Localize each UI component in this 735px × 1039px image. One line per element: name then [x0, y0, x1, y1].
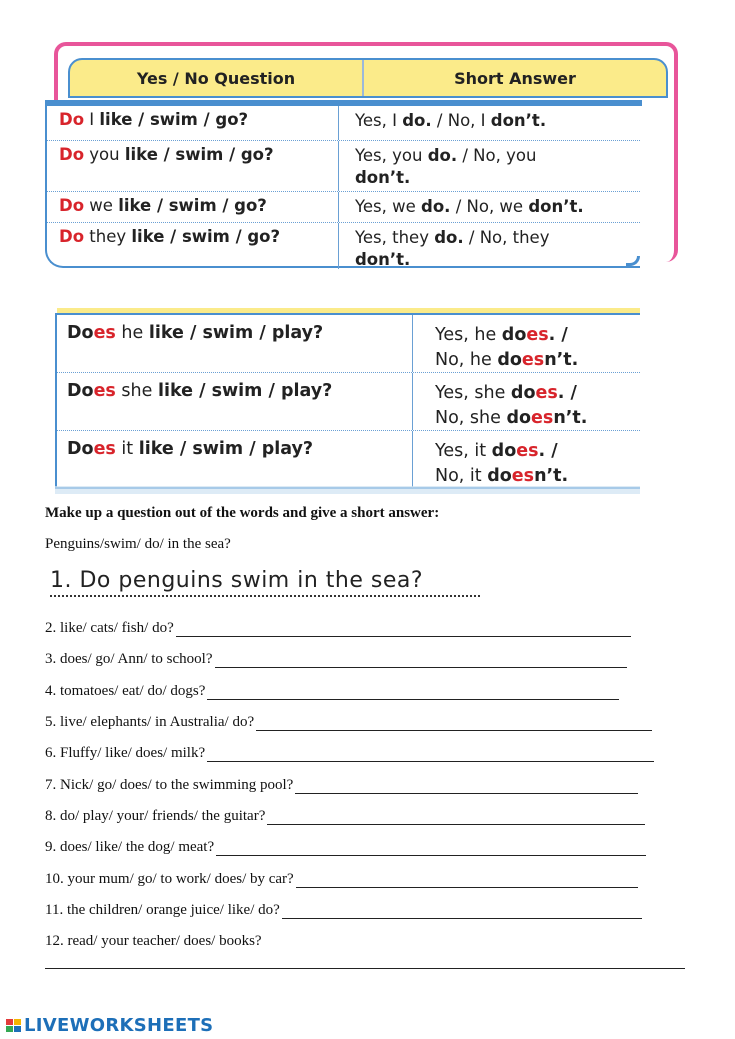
exercise-item-4: 4. tomatoes/ eat/ do/ dogs? [45, 683, 619, 700]
table2-body [55, 313, 640, 489]
question-cell: Do they like / swim / go? [47, 223, 339, 269]
question-cell: Does he like / swim / play? [57, 315, 413, 372]
answer-line[interactable] [216, 841, 646, 856]
table1-header [68, 58, 668, 98]
table-row [47, 106, 640, 141]
table-row [47, 192, 640, 223]
table-row [47, 141, 640, 192]
answer-line[interactable] [256, 716, 652, 731]
table-row [47, 223, 640, 269]
exercise-item-2: 2. like/ cats/ fish/ do? [45, 620, 631, 637]
liveworksheets-icon [6, 1019, 22, 1033]
question-cell: Do I like / swim / go? [47, 106, 339, 140]
answer-line[interactable] [215, 653, 627, 668]
answer-line[interactable] [207, 685, 619, 700]
exercise-item-10: 10. your mum/ go/ to work/ does/ by car? [45, 871, 638, 888]
table1-body [45, 104, 640, 268]
answer-cell: Yes, she does. / No, she doesn’t. [435, 383, 588, 428]
answer-line[interactable] [207, 747, 654, 762]
answer-line[interactable] [295, 779, 638, 794]
answer-cell: Yes, he does. / No, he doesn’t. [435, 325, 579, 370]
exercise-item-12: 12. read/ your teacher/ does/ books? [45, 933, 262, 949]
answer-cell: Yes, I do. / No, I don’t. [355, 111, 547, 130]
answer-cell: Yes, you do. / No, you don’t. [355, 146, 537, 187]
question-cell: Does she like / swim / play? [57, 373, 413, 430]
liveworksheets-logo[interactable] [6, 1015, 213, 1036]
brand-name: LIVEWORKSHEETS [24, 1015, 214, 1036]
exercise-item-8: 8. do/ play/ your/ friends/ the guitar? [45, 808, 645, 825]
exercise-item-6: 6. Fluffy/ like/ does/ milk? [45, 745, 654, 762]
exercise-item-3: 3. does/ go/ Ann/ to school? [45, 651, 627, 668]
example-prompt: Penguins/swim/ do/ in the sea? [45, 536, 231, 552]
exercise-item-5: 5. live/ elephants/ in Australia/ do? [45, 714, 652, 731]
answer-cell: Yes, we do. / No, we don’t. [355, 197, 584, 216]
answer-line[interactable] [267, 810, 645, 825]
exercise-instruction: Make up a question out of the words and give a short answer: [45, 505, 440, 521]
table2-bottom-strip [55, 486, 640, 494]
header-question: Yes / No Question [70, 60, 364, 96]
answer-line[interactable] [45, 968, 685, 969]
answer-line[interactable] [176, 622, 631, 637]
example-answer: 1. Do penguins swim in the sea? [50, 568, 480, 597]
question-cell: Do you like / swim / go? [47, 141, 339, 191]
question-cell: Does it like / swim / play? [57, 431, 413, 488]
answer-cell: Yes, they do. / No, they don’t. [355, 228, 550, 269]
exercise-item-9: 9. does/ like/ the dog/ meat? [45, 839, 646, 856]
answer-line[interactable] [282, 904, 642, 919]
exercise-item-7: 7. Nick/ go/ does/ to the swimming pool? [45, 777, 638, 794]
answer-cell: Yes, it does. / No, it doesn’t. [435, 441, 569, 486]
table-row [57, 431, 640, 488]
table-row [57, 315, 640, 373]
header-answer: Short Answer [454, 68, 576, 88]
table-row [57, 373, 640, 431]
exercise-item-11: 11. the children/ orange juice/ like/ do? [45, 902, 642, 919]
question-cell: Do we like / swim / go? [47, 192, 339, 222]
answer-line[interactable] [296, 873, 638, 888]
